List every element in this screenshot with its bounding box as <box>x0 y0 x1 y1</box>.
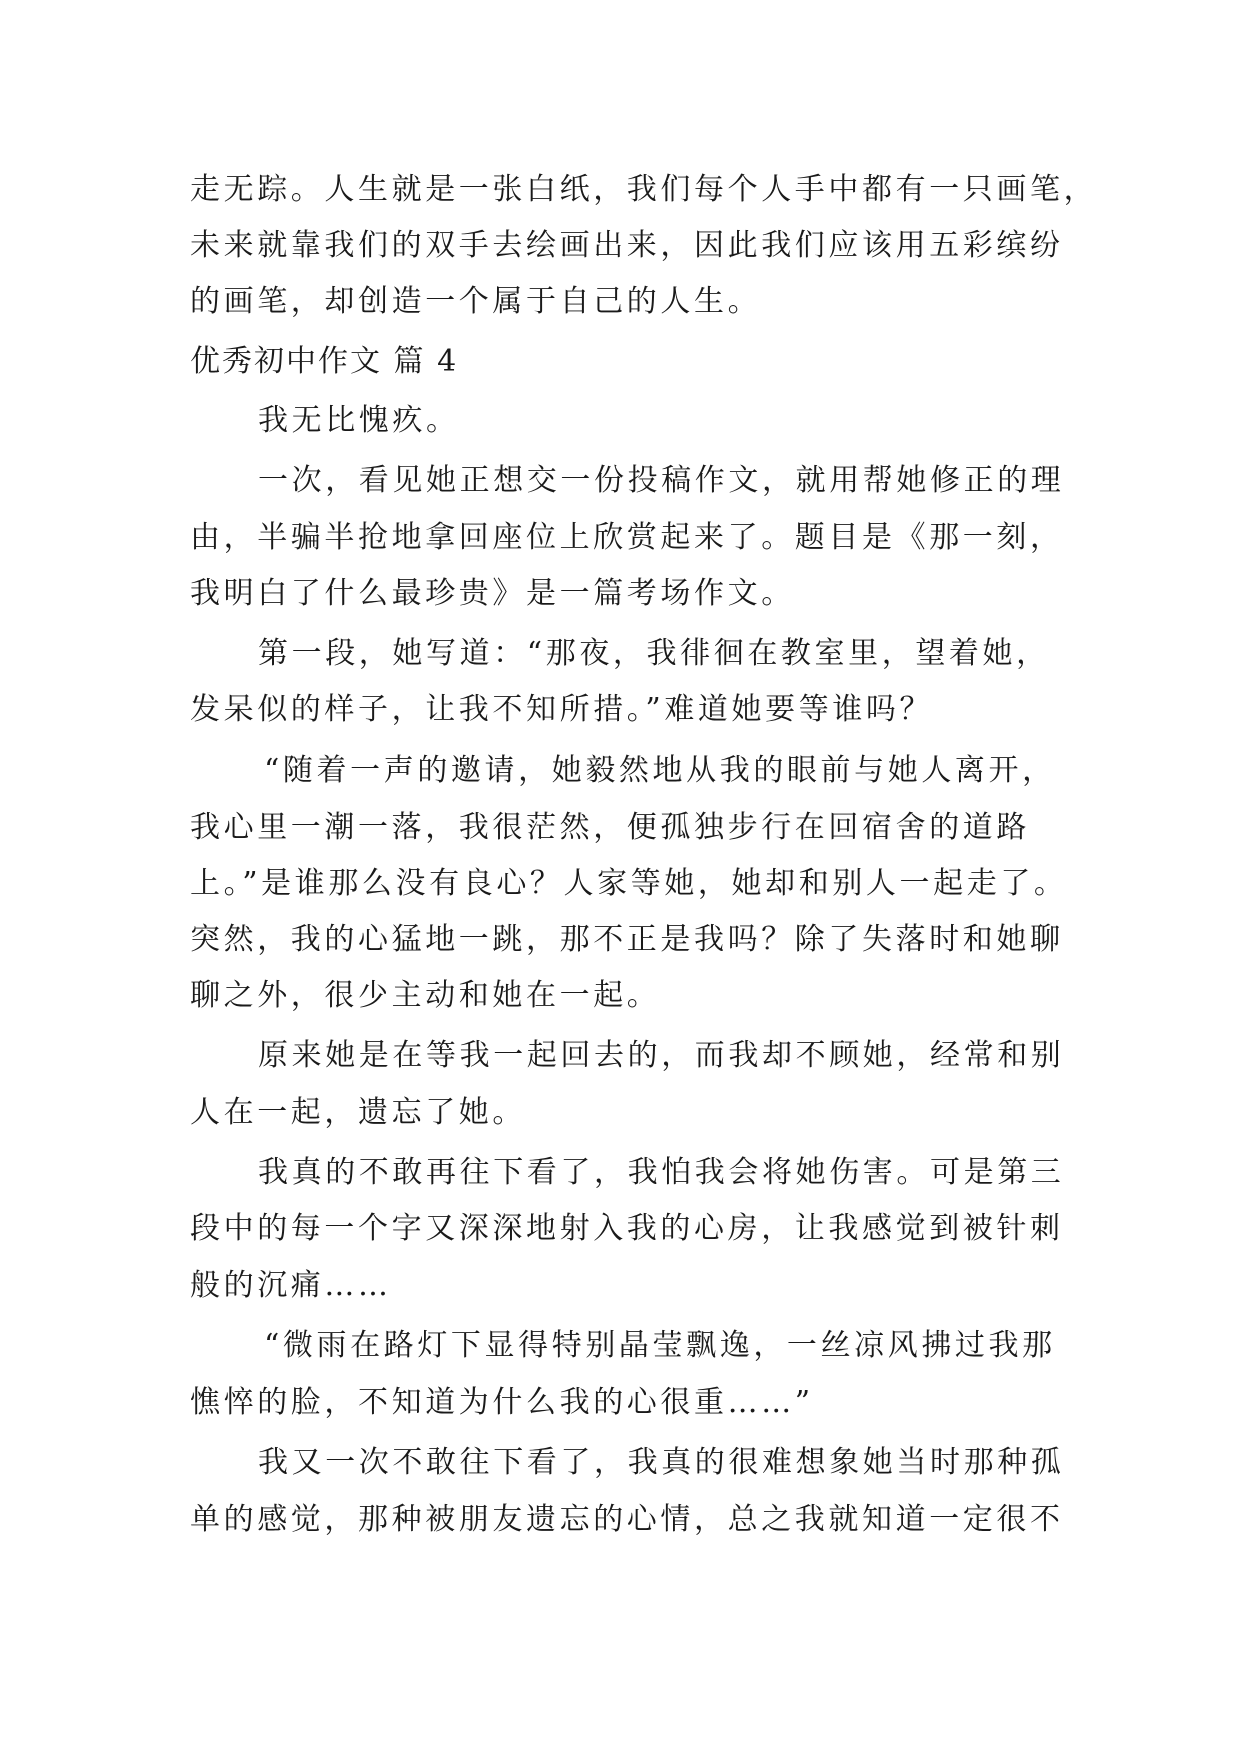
text-line: 憔悴的脸，不知道为什么我的心很重……” <box>190 1385 814 1420</box>
text-line: 我无比愧疚。 <box>258 403 460 438</box>
text-line: 我明白了什么最珍贵》是一篇考场作文。 <box>190 576 795 611</box>
text-line: 上。”是谁那么没有良心？人家等她，她却和别人一起走了。 <box>190 866 1068 901</box>
text-line: 我真的不敢再往下看了，我怕我会将她伤害。可是第三 <box>258 1155 1065 1190</box>
text-line: 未来就靠我们的双手去绘画出来，因此我们应该用五彩缤纷 <box>190 228 1064 263</box>
text-line: “随着一声的邀请，她毅然地从我的眼前与她人离开， <box>264 753 1056 788</box>
text-line: 我又一次不敢往下看了，我真的很难想象她当时那种孤 <box>258 1445 1065 1480</box>
text-line: 走无踪。人生就是一张白纸，我们每个人手中都有一只画笔， <box>190 172 1098 207</box>
text-line: 聊之外，很少主动和她在一起。 <box>190 978 661 1013</box>
text-line: 原来她是在等我一起回去的，而我却不顾她，经常和别 <box>258 1038 1065 1073</box>
text-line: 般的沉痛…… <box>190 1268 392 1303</box>
text-line: 单的感觉，那种被朋友遗忘的心情，总之我就知道一定很不 <box>190 1502 1064 1537</box>
text-line: 第一段，她写道：“那夜，我徘徊在教室里，望着她， <box>258 636 1050 671</box>
text-line: 我心里一潮一落，我很茫然，便孤独步行在回宿舍的道路 <box>190 810 1030 845</box>
section-heading: 优秀初中作文 篇 4 <box>190 344 459 379</box>
text-line: 发呆似的样子，让我不知所措。”难道她要等谁吗？ <box>190 692 934 727</box>
text-line: 由，半骗半抢地拿回座位上欣赏起来了。题目是《那一刻， <box>190 520 1064 555</box>
text-line: 段中的每一个字又深深地射入我的心房，让我感觉到被针刺 <box>190 1211 1064 1246</box>
text-line: 突然，我的心猛地一跳，那不正是我吗？除了失落时和她聊 <box>190 922 1064 957</box>
text-line: 人在一起，遗忘了她。 <box>190 1095 526 1130</box>
text-line: “微雨在路灯下显得特别晶莹飘逸，一丝凉风拂过我那 <box>264 1328 1056 1363</box>
text-line: 一次，看见她正想交一份投稿作文，就用帮她修正的理 <box>258 463 1065 498</box>
text-line: 的画笔，却创造一个属于自己的人生。 <box>190 284 762 319</box>
